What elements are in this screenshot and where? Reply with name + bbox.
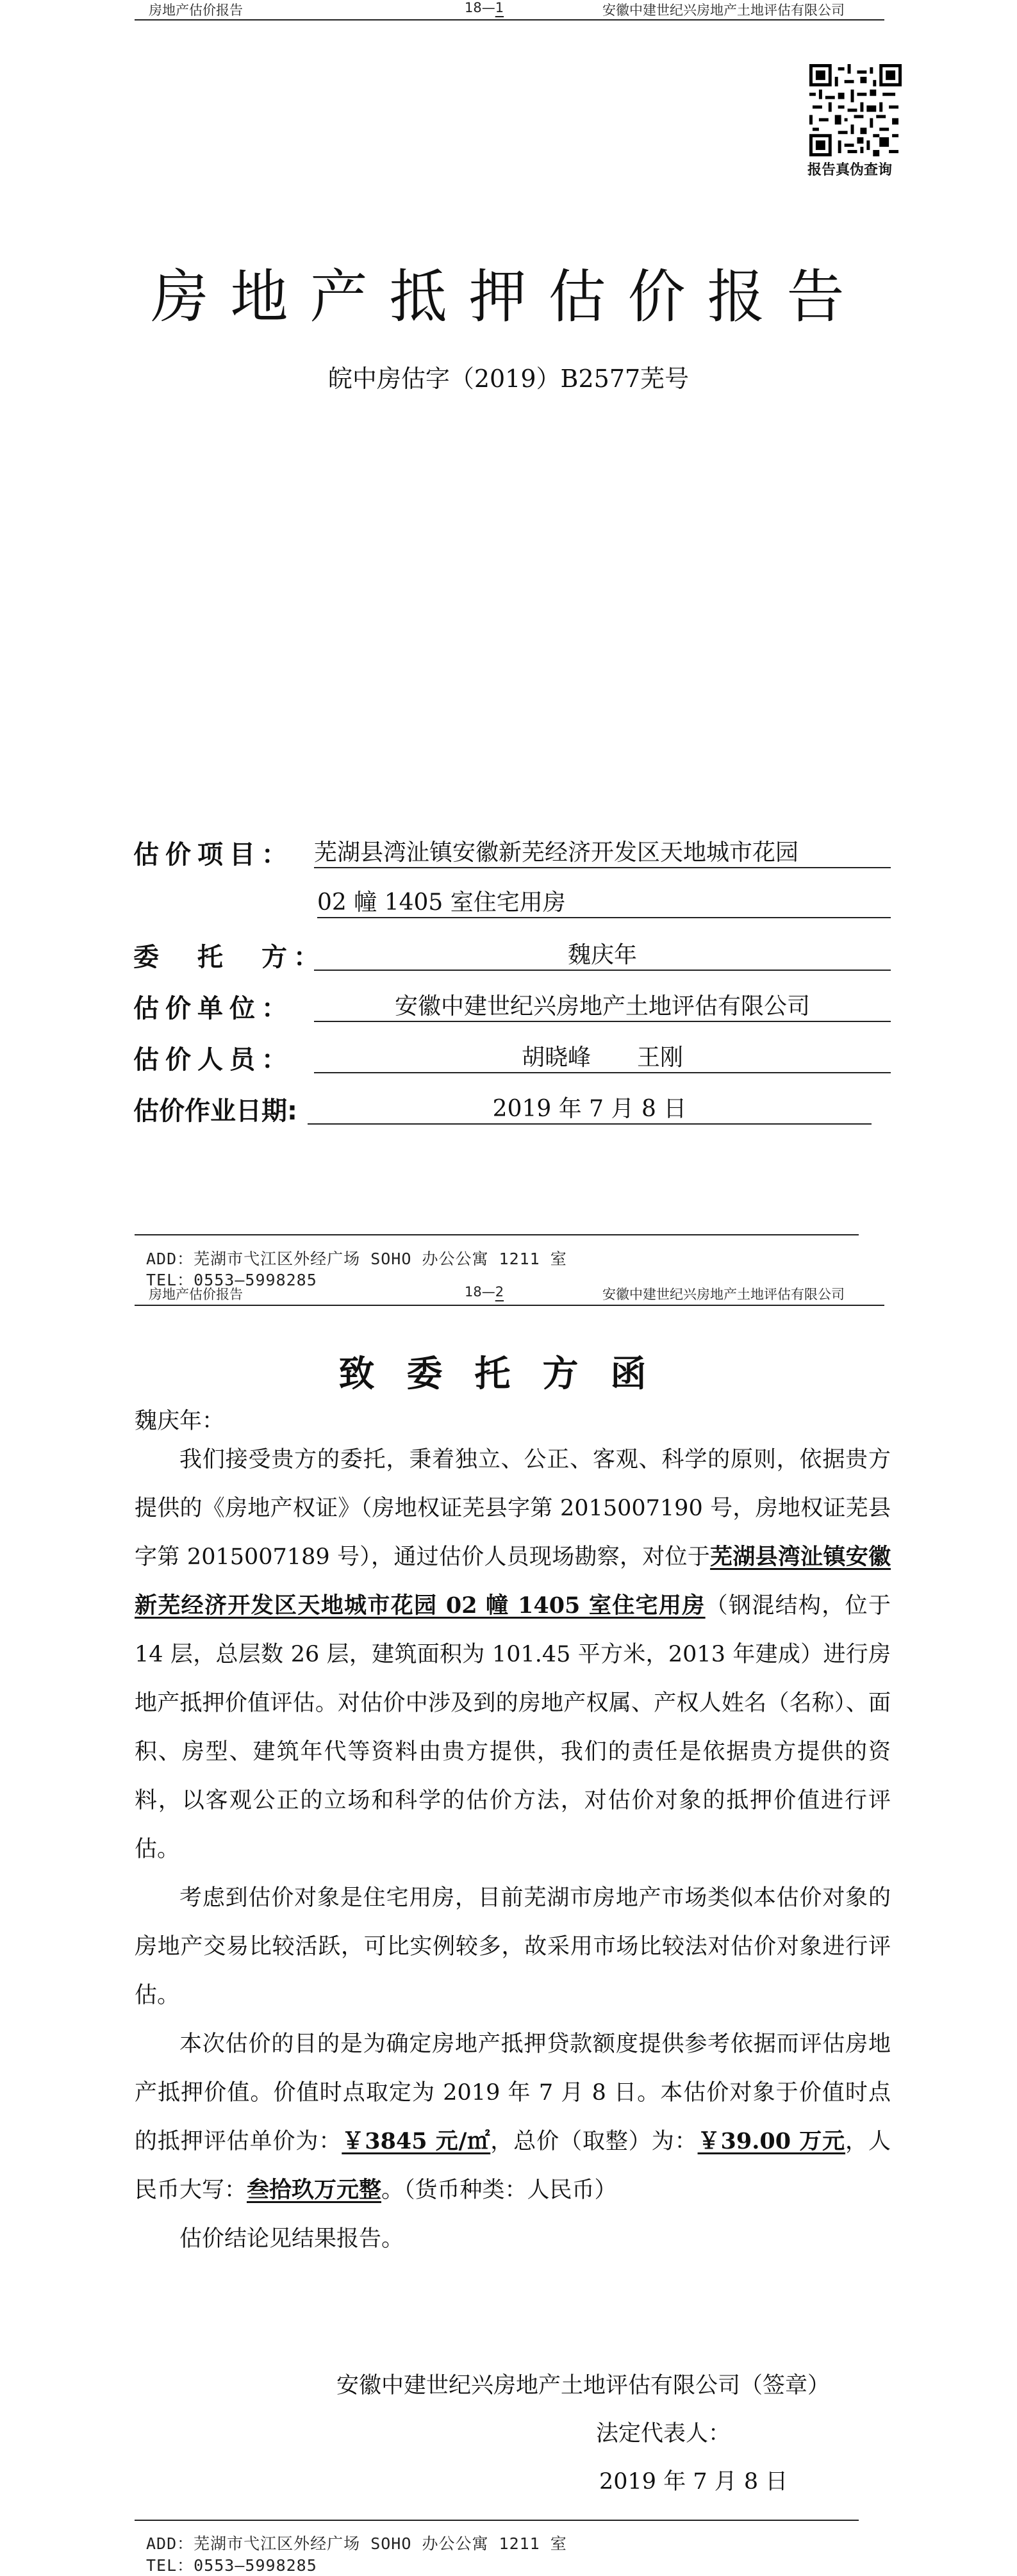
header-left: 房地产估价报告 bbox=[149, 1287, 243, 1302]
header-right: 安徽中建世纪兴房地产土地评估有限公司 bbox=[602, 3, 845, 18]
paragraph-4: 估价结论见结果报告。 bbox=[179, 2226, 404, 2252]
unit-label: 估价单位： bbox=[133, 994, 294, 1023]
staff-value: 胡晓峰 王刚 bbox=[314, 1039, 891, 1073]
header-divider bbox=[135, 1305, 884, 1306]
header-right: 安徽中建世纪兴房地产土地评估有限公司 bbox=[602, 1287, 845, 1302]
header-page-number: 18—2 bbox=[465, 1284, 504, 1300]
project-value-line2: 02 幢 1405 室住宅用房 bbox=[317, 884, 891, 918]
project-label: 估价项目： bbox=[133, 840, 294, 870]
property-address: 芜湖县湾沚镇安徽新芜经济开发区天地城市花园 02 幢 1405 室住宅用房 bbox=[135, 1544, 891, 1619]
header-page-number: 18—1 bbox=[465, 0, 504, 15]
header-divider bbox=[135, 19, 884, 21]
client-value: 魏庆年 bbox=[314, 937, 891, 971]
signature-date: 2019 年 7 月 8 日 bbox=[599, 2469, 788, 2495]
staff-label: 估价人员： bbox=[133, 1045, 294, 1075]
qr-caption: 报告真伪查询 bbox=[807, 162, 893, 178]
paragraph-2: 考虑到估价对象是住宅用房，目前芜湖市房地产市场类似本估价对象的房地产交易比较活跃，可比实例较多，故采用市场比较法对估价对象进行评估。 bbox=[135, 1885, 891, 2008]
footer-tel: TEL：0553—5998285 bbox=[146, 2556, 317, 2575]
total-price: ￥39.00 万元 bbox=[697, 2128, 846, 2154]
client-label: 委 托 方： bbox=[133, 943, 326, 972]
report-title: 房地产抵押估价报告 bbox=[151, 263, 866, 331]
letter-body bbox=[135, 1435, 891, 2263]
footer-tel: TEL：0553—5998285 bbox=[146, 1271, 317, 1289]
legal-representative: 法定代表人： bbox=[596, 2421, 731, 2447]
paragraph-3: 本次估价的目的是为确定房地产抵押贷款额度提供参考依据而评估房地产抵押价值。价值时点取定为 2019 年 7 月 8 日。本估价对象于价值时点的抵押评估单价为：￥3845 元/㎡，总价（取整）为：￥39.00 万元，人民币大写：叁拾玖万元整。（货币种类：人民币） bbox=[135, 2031, 891, 2203]
footer-divider bbox=[135, 2520, 859, 2521]
footer-address: ADD：芜湖市弋江区外经广场 SOHO 办公公寓 1211 室 bbox=[146, 1250, 567, 1268]
signature-company: 安徽中建世纪兴房地产土地评估有限公司（签章） bbox=[336, 2373, 831, 2398]
date-label: 估价作业日期: bbox=[133, 1096, 297, 1126]
footer-address: ADD：芜湖市弋江区外经广场 SOHO 办公公寓 1211 室 bbox=[146, 2534, 567, 2553]
header-left: 房地产估价报告 bbox=[149, 3, 243, 18]
footer-divider bbox=[135, 1234, 859, 1235]
salutation: 魏庆年： bbox=[135, 1408, 225, 1434]
unit-value: 安徽中建世纪兴房地产土地评估有限公司 bbox=[314, 988, 891, 1022]
total-price-in-words: 叁拾玖万元整 bbox=[247, 2177, 382, 2203]
qr-code-icon bbox=[809, 64, 902, 156]
paragraph-1: 我们接受贵方的委托，秉着独立、公正、客观、科学的原则，依据贵方提供的《房地产权证》（房地权证芜县字第 2015007190 号，房地权证芜县字第 2015007189 号），通过估价人员现场勘察，对位于芜湖县湾沚镇安徽新芜经济开发区天地城市花园 02 幢 1405 室住宅用房（钢混结构，位于 14 层，总层数 26 层，建筑面积为 101.45 平方米，2013 年建成）进行房地产抵押价值评估。对估价中涉及到的房地产权属、产权人姓名（名称）、面积、房型、建筑年代等资料由贵方提供，我们的责任是依据贵方提供的资料，以客观公正的立场和科学的估价方法，对估价对象的抵押价值进行评估。 bbox=[135, 1447, 891, 1862]
letter-title: 致委托方函 bbox=[338, 1353, 679, 1395]
report-number: 皖中房估字（2019）B2577芜号 bbox=[327, 365, 690, 393]
unit-price: ￥3845 元/㎡ bbox=[342, 2128, 491, 2154]
project-value-line1: 芜湖县湾沚镇安徽新芜经济开发区天地城市花园 bbox=[314, 834, 891, 868]
date-value: 2019 年 7 月 8 日 bbox=[308, 1091, 872, 1125]
